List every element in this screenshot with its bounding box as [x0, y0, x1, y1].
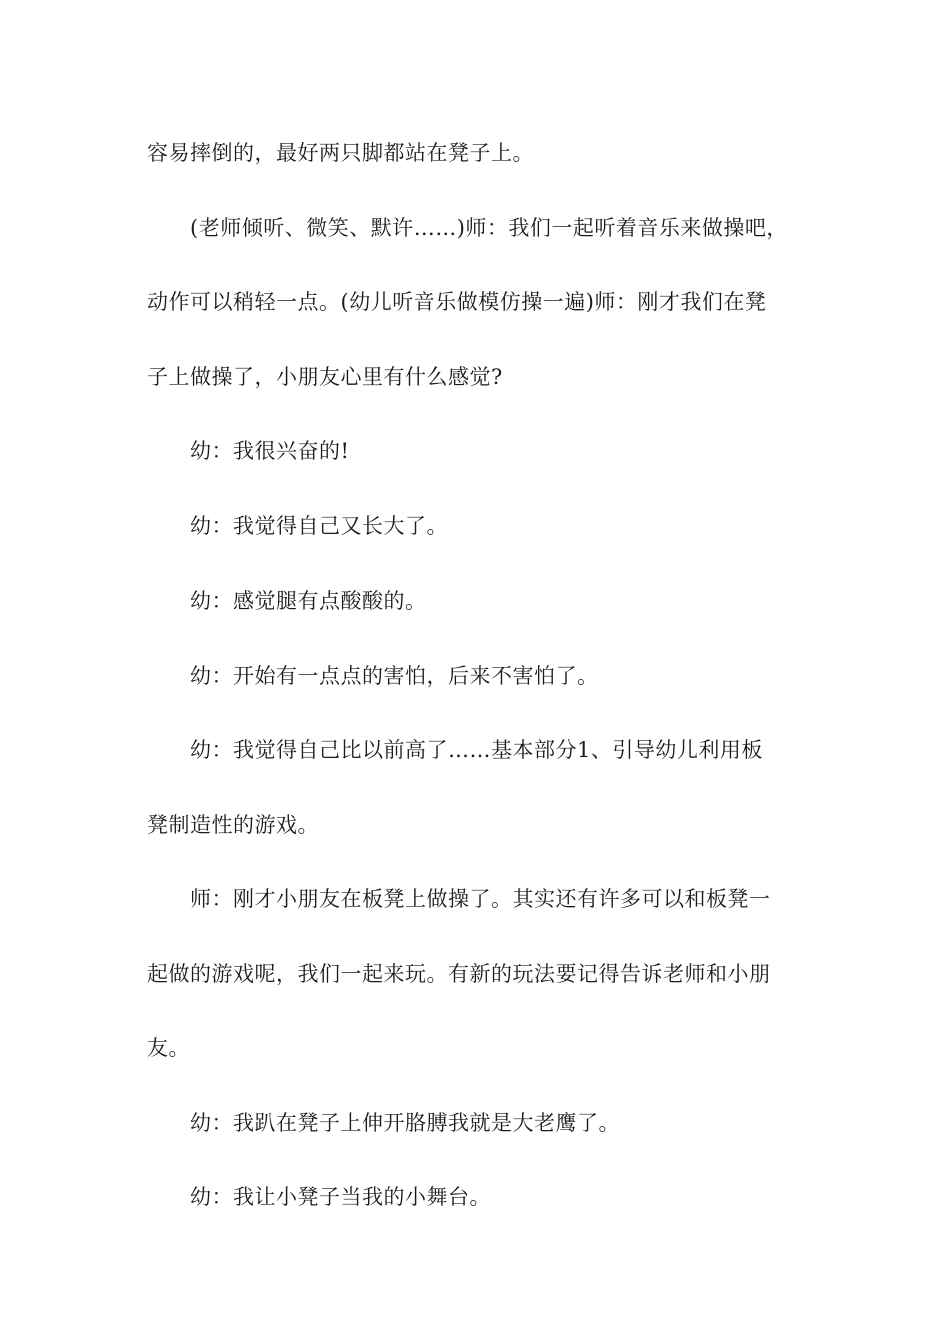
- text-line: 幼：感觉腿有点酸酸的。: [190, 589, 427, 613]
- text-line: 动作可以稍轻一点。(幼儿听音乐做模仿操一遍)师：刚才我们在凳: [147, 290, 767, 314]
- text-line: (老师倾听、微笑、默许……)师：我们一起听着音乐来做操吧，: [190, 216, 788, 240]
- text-line: 幼：我很兴奋的!: [190, 439, 350, 463]
- text-line: 起做的游戏呢，我们一起来玩。有新的玩法要记得告诉老师和小朋: [147, 962, 771, 986]
- text-line: 子上做操了，小朋友心里有什么感觉?: [147, 365, 503, 389]
- text-line: 幼：我觉得自己又长大了。: [190, 514, 448, 538]
- text-line: 友。: [147, 1036, 190, 1060]
- text-line: 师：刚才小朋友在板凳上做操了。其实还有许多可以和板凳一: [190, 887, 771, 911]
- text-line: 幼：我趴在凳子上伸开胳膊我就是大老鹰了。: [190, 1111, 620, 1135]
- text-line: 容易摔倒的，最好两只脚都站在凳子上。: [147, 141, 534, 165]
- text-line: 幼：我让小凳子当我的小舞台。: [190, 1185, 491, 1209]
- text-line: 幼：我觉得自己比以前高了……基本部分1、引导幼儿利用板: [190, 738, 763, 762]
- text-line: 凳制造性的游戏。: [147, 813, 319, 837]
- text-line: 幼：开始有一点点的害怕，后来不害怕了。: [190, 664, 599, 688]
